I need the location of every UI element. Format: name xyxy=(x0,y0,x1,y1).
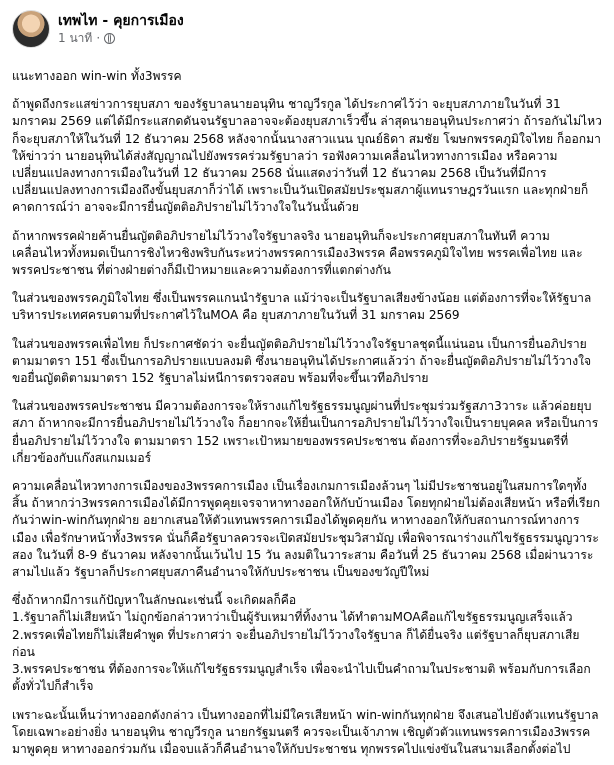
list-intro: ซึ่งถ้าหากมีการแก้ปัญหาในลักษณะเช่นนี้ จะเกิดผลก็คือ xyxy=(12,593,297,608)
paragraph: ในส่วนของพรรคเพื่อไทย ก็ประกาศชัดว่า จะยื่นญัตติอภิปรายไม่ไว้วางใจรัฐบาลชุดนี้แน่นอน เป็นการยื่นอภิปรายตามมาตรา 151 ซึ่งเป็นการอภิปรายแบบลงมติ ซึ่งนายอนุทินได้ประกาศแล้วว่า ถ้าจะยื่นญัตติอภิปรายไม่ไว้วางใจ ขอยื่นญัตติตามมาตรา 152 รัฐบาลไม่หนีการตรวจสอบ พร้อมที่จะขึ้นเวทีอภิปราย xyxy=(12,336,592,386)
closing-paragraph: เพราะฉะนั้นเห็นว่าทางออกดังกล่าว เป็นทางออกที่ไม่มีใครเสียหน้า win-winกันทุกฝ่าย จึงเสนอไปยังตัวแทนรัฐบาลโดยเฉพาะอย่างยิ่ง นายอนุทิน ชาญวีรกูล นายกรัฐมนตรี ควรจะเป็นเจ้าภาพ เชิญตัวตัวแทนพรรคการเมือง3พรรคมาพูดคุย หาทางออกร่วมกัน เมื่อจบแล้วก็คืนอำนาจให้กับประชาชน ทุกพรรคไปแข่งขันในสนามเลือกตั้งต่อไป xyxy=(12,707,599,756)
post-body xyxy=(12,68,602,758)
paragraph: ถ้าพูดถึงกระแสข่าวการยุบสภา ของรัฐบาลนายอนุทิน ชาญวีรกูล ได้ประกาศไว้ว่า จะยุบสภาภายในวันที่ 31 มกราคม 2569 แต่ได้มีกระแสกดดันจนรัฐบาลอาจจะต้องยุบสภาเร็วขึ้น ล่าสุดนายอนุทินประกาศว่า ถ้ารอกันไม่ไหว ก็จะยุบสภาให้ในวันที่ 12 ธันวาคม 2568 หลังจากนั้นนางสาวแนน บุณย์ธิดา สมชัย โฆษกพรรคภูมิใจไทย ก็ออกมาให้ข่าวว่า นายอนุทินได้ส่งสัญญาณไปยังพรรคร่วมรัฐบาลว่า รอฟังความเคลื่อนไหวทางการเมือง หรือความเปลี่ยนแปลงทางการเมืองในวันที่ 12 ธันวาคม 2568 นั่นแสดงว่าวันที่ 12 ธันวาคม 2568 เป็นวันที่มีการเปลี่ยนแปลงทางการเมืองถึงขั้นยุบสภาก็ว่าได้ เพราะเป็นวันเปิดสมัยประชุมสภาผู้แทนราษฎรวันแรก และทุกฝ่ายก็คาดการณ์ว่า อาจจะมีการยื่นญัตติอภิปรายไม่ไว้วางใจในวันนั้นด้วย xyxy=(12,97,602,215)
paragraph: ในส่วนของพรรคภูมิใจไทย ซึ่งเป็นพรรคแกนนำรัฐบาล แม้ว่าจะเป็นรัฐบาลเสียงข้างน้อย แต่ต้องการที่จะให้รัฐบาลบริหารประเทศครบตามที่ประกาศไว้ในMOA คือ ยุบสภาภายในวันที่ 31 มกราคม 2569 xyxy=(12,291,592,323)
list-item: 2.พรรคเพื่อไทยก็ไม่เสียคำพูด ที่ประกาศว่า จะยื่นอภิปรายไม่ไว้วางใจรัฐบาล ก็ได้ยื่นจริง แต่รัฐบาลก็ยุบสภาเสียก่อน xyxy=(12,627,580,659)
list-item: 3.พรรคประชาชน ที่ต้องการจะให้แก้ไขรัฐธรรมนูญสำเร็จ เพื่อจะนำไปเป็นคำถามในประชามติ พร้อมกับการเลือกตั้งทั่วไปก็สำเร็จ xyxy=(12,662,591,694)
globe-icon xyxy=(104,33,115,44)
paragraph: ถ้าหากพรรคฝ่ายค้านยื่นญัตติอภิปรายไม่ไว้วางใจรัฐบาลจริง นายอนุทินก็จะประกาศยุบสภาในทันที ความเคลื่อนไหวทั้งหมดเป็นการชิงไหวชิงพริบกันระหว่างพรรคการเมือง3พรรค คือพรรคภูมิใจไทย พรรคเพื่อไทย และพรรคประชาชน ที่ต่างฝ่ายต่างก็มีเป้าหมายและความต้องการที่แตกต่างกัน xyxy=(12,228,583,278)
post-header xyxy=(12,10,602,56)
post-meta xyxy=(58,12,184,46)
list-item: 1.รัฐบาลก็ไม่เสียหน้า ไม่ถูกข้อกล่าวหาว่าเป็นผู้รับเหมาที่ทิ้งงาน ได้ทำตามMOAคือแก้ไขรัฐธรรมนูญเสร็จแล้ว xyxy=(12,610,573,625)
post-time-row xyxy=(58,30,184,46)
post-title: แนะทางออก win-win ทั้ง3พรรค xyxy=(12,69,182,83)
meta-separator: · xyxy=(96,31,101,45)
post-timestamp[interactable]: 1 นาที xyxy=(58,31,93,45)
page-avatar[interactable] xyxy=(12,10,50,48)
paragraph: ความเคลื่อนไหวทางการเมืองของ3พรรคการเมือง เป็นเรื่องเกมการเมืองล้วนๆ ไม่มีประชาชนอยู่ในสมการใดๆทั้งสิ้น ถ้าหากว่า3พรรคการเมืองได้มีการพูดคุยเจรจาหาทางออกให้กับบ้านเมือง โดยทุกฝ่ายไม่ต้องเสียหน้า หรือที่เรียกกันว่าwin-winกันทุกฝ่าย อยากเสนอให้ตัวแทนพรรคการเมืองได้พูดคุยกัน หาทางออกให้กับสถานการณ์ทางการเมือง เพื่อรักษาหน้าทั้ง3พรรค นั่นก็คือรัฐบาลควรจะเปิดสมัยประชุมวิสามัญ เพื่อพิจารณาร่างแก้ไขรัฐธรรมนูญวาระสอง ในวันที่ 8-9 ธันวาคม หลังจากนั้นเว้นไป 15 วัน ลงมติในวาระสาม คือวันที่ 25 ธันวาคม 2568 เมื่อผ่านวาระสามไปแล้ว รัฐบาลก็ประกาศยุบสภาคืนอำนาจให้กับประชาชน เป็นของขวัญปีใหม่ xyxy=(12,479,601,580)
page-name[interactable]: เทพไท - คุยการเมือง xyxy=(58,13,184,29)
result-list xyxy=(12,592,602,695)
paragraph: ในส่วนของพรรคประชาชน มีความต้องการจะให้รางแก้ไขรัฐธรรมนูญผ่านที่ประชุมร่วมรัฐสภา3วาระ แล้วค่อยยุบสภา ถ้าหากจะมีการยื่นอภิปรายไม่ไว้วางใจ ก็อยากจะให้ยื่นเป็นการอภิปรายไม่ไว้วางใจเป็นรายบุคคล หรือเป็นการยื่นอภิปรายไม่ไว้วางใจ ตามมาตรา 152 เพราะเป้าหมายของพรรคประชาชน ต้องการที่จะอภิปรายรัฐมนตรีที่เกี่ยวข้องกับแก๊งสแกมเมอร์ xyxy=(12,399,599,465)
